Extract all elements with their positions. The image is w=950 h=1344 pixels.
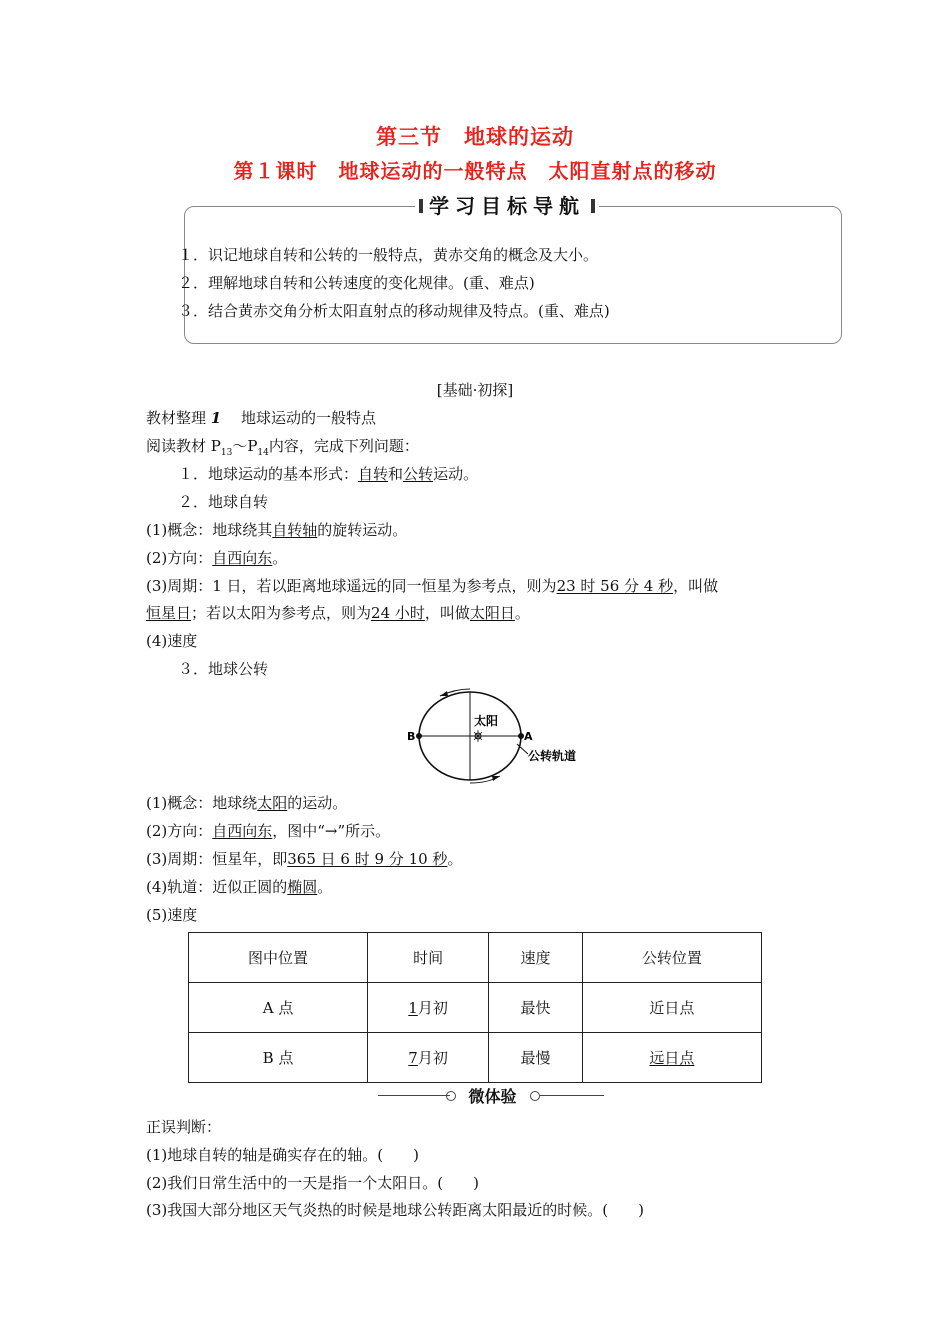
rotation-period-cont (146, 603, 530, 623)
arrowhead-icon (492, 776, 500, 781)
column-header: 时间 (368, 933, 489, 983)
point-b-label: B (407, 730, 416, 743)
text: 的旋转运动。 (317, 521, 408, 539)
read-text: ～P (232, 437, 258, 455)
answer: 自西向东 (212, 822, 273, 840)
revolution-speed: (5)速度 (146, 906, 198, 924)
text: 月初 (417, 1049, 448, 1067)
table-cell: B 点 (189, 1033, 368, 1083)
answer: 23 时 56 分 4 秒 (556, 577, 674, 595)
text: ，叫做 (424, 604, 470, 622)
speed-table (188, 932, 762, 1083)
answer: 自转轴 (272, 521, 318, 539)
answer: 太阳 (257, 794, 288, 812)
section-tag: [基础·初探] (436, 381, 514, 399)
rotation-concept (146, 520, 407, 540)
text: １．地球运动的基本形式： (178, 465, 359, 483)
text: ；若以太阳为参考点，则为 (191, 604, 372, 622)
answer: 24 小时 (371, 604, 425, 622)
page-sub: 14 (257, 448, 269, 458)
text: (1)概念：地球绕其 (146, 521, 273, 539)
table-row (189, 983, 762, 1033)
page-sub: 13 (220, 448, 233, 458)
text: (3)周期：恒星年，即 (146, 850, 288, 868)
goals-heading: 学习目标导航 (429, 194, 585, 218)
text: 和 (388, 465, 404, 483)
divider-left (378, 1095, 450, 1096)
answer: 椭圆 (287, 878, 318, 896)
answer: 太阳日 (469, 604, 515, 622)
rotation-period (146, 576, 718, 596)
answer: 自转 (358, 465, 389, 483)
column-header: 图中位置 (189, 933, 368, 983)
material-title: 地球运动的一般特点 (241, 409, 377, 427)
answer: 远日点 (649, 1049, 695, 1067)
goals-heading-wrap (415, 191, 599, 221)
read-text: 内容，完成下列问题： (268, 437, 419, 455)
text: 。 (514, 604, 530, 622)
circle-ornament-icon (530, 1091, 540, 1101)
judge-item: (2)我们日常生活中的一天是指一个太阳日。( ) (146, 1174, 479, 1192)
table-cell (368, 1033, 489, 1083)
text: (3)周期：1 日，若以距离地球遥远的同一恒星为参考点，则为 (146, 577, 557, 595)
read-text: 阅读教材 P (146, 437, 221, 455)
text: 月初 (417, 999, 448, 1017)
text: (2)方向： (146, 549, 213, 567)
answer: 1 (408, 999, 418, 1017)
table-cell: 最慢 (489, 1033, 583, 1083)
point-2: ２．地球自转 (178, 493, 269, 511)
text: 。 (317, 878, 333, 896)
revolution-orbit (146, 877, 332, 897)
judge-item: (3)我国大部分地区天气炎热的时候是地球公转距离太阳最近的时候。( ) (146, 1201, 644, 1219)
judge-item: (1)地球自转的轴是确实存在的轴。( ) (146, 1146, 419, 1164)
table-cell: 最快 (489, 983, 583, 1033)
judge-lead: 正误判断： (146, 1118, 222, 1136)
column-header: 公转位置 (582, 933, 761, 983)
rotation-direction (146, 548, 287, 568)
micro-heading: 微体验 (468, 1087, 517, 1106)
text: ，图中“→”所示。 (272, 822, 391, 840)
sun-icon (472, 730, 484, 742)
table-cell: A 点 (189, 983, 368, 1033)
answer: 365 日 6 时 9 分 10 秒 (287, 850, 448, 868)
heading-bar-left (419, 199, 423, 213)
heading-bar-right (591, 199, 595, 213)
table-row (189, 1033, 762, 1083)
text: 。 (272, 549, 288, 567)
column-header: 速度 (489, 933, 583, 983)
material-heading (146, 408, 376, 428)
answer: 公转 (403, 465, 434, 483)
goal-item: ３．结合黄赤交角分析太阳直射点的移动规律及特点。(重、难点) (178, 302, 610, 320)
table-cell (582, 1033, 761, 1083)
sun-label: 太阳 (474, 714, 499, 728)
text: 的运动。 (287, 794, 348, 812)
table-cell: 近日点 (582, 983, 761, 1033)
goal-item: ２．理解地球自转和公转速度的变化规律。(重、难点) (178, 274, 535, 292)
text: (1)概念：地球绕 (146, 794, 258, 812)
text: (2)方向： (146, 822, 213, 840)
answer: 恒星日 (146, 604, 192, 622)
text: ，叫做 (673, 577, 719, 595)
revolution-direction (146, 821, 390, 841)
point-a-label: A (524, 730, 533, 743)
answer: 自西向东 (212, 549, 273, 567)
arrowhead-icon (440, 691, 448, 696)
rotation-speed: (4)速度 (146, 632, 198, 650)
revolution-concept (146, 793, 347, 813)
orbit-diagram (400, 688, 590, 784)
read-instruction (146, 436, 419, 463)
text: (4)轨道：近似正圆的 (146, 878, 288, 896)
point-1 (178, 464, 478, 484)
divider-right (540, 1095, 604, 1096)
answer: 7 (408, 1049, 418, 1067)
point-3: ３．地球公转 (178, 660, 269, 678)
material-number: 1 (210, 409, 222, 427)
section-title: 第三节 地球的运动 (376, 125, 574, 149)
revolution-period (146, 849, 462, 869)
table-header-row (189, 933, 762, 983)
goal-item: １．识记地球自转和公转的一般特点，黄赤交角的概念及大小。 (178, 246, 599, 264)
lesson-title: 第１课时 地球运动的一般特点 太阳直射点的移动 (233, 159, 717, 183)
text: 运动。 (433, 465, 479, 483)
table-cell (368, 983, 489, 1033)
material-label: 教材整理 (146, 409, 207, 427)
orbit-label: 公转轨道 (528, 749, 577, 763)
text: 。 (447, 850, 463, 868)
point-b-dot (416, 733, 422, 739)
